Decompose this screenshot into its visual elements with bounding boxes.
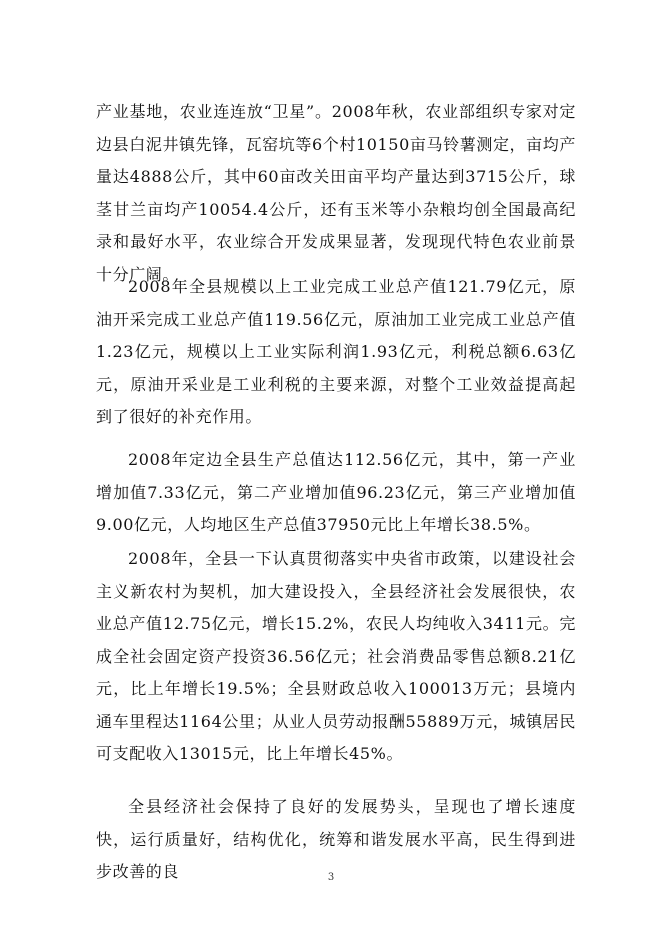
paragraph-agriculture-continued <box>96 96 576 291</box>
paragraph-text: 2008年，全县一下认真贯彻落实中央省市政策，以建设社会主义新农村为契机，加大建设投入，全县经济社会发展很快，农业总产值12.75亿元，增长15.2%，农民人均纯收入3411元。完成全社会固定资产投资36.56亿元；社会消费品零售总额8.21亿元，比上年增长19.5%；全县财政总收入100013万元；县境内通车里程达1164公里；从业人员劳动报酬55889万元，城镇居民可支配收入13015元，比上年增长45%。 <box>96 549 576 763</box>
paragraph-text: 全县经济社会保持了良好的发展势头，呈现也了增长速度快，运行质量好，结构优化，统筹和谐发展水平高，民生得到进步改善的良 <box>96 797 576 881</box>
paragraph-text: 产业基地，农业连连放“卫星”。2008年秋，农业部组织专家对定边县白泥井镇先锋，瓦窑坑等6个村10150亩马铃薯测定，亩均产量达4888公斤，其中60亩改关田亩平均产量达到3715公斤，球茎甘兰亩均产10054.4公斤，还有玉米等小杂粮均创全国最高纪录和最好水平，农业综合开发成果显著，发现现代特色农业前景十分广阔。 <box>96 102 576 284</box>
paragraph-industry <box>96 271 576 434</box>
paragraph-text: 2008年全县规模以上工业完成工业总产值121.79亿元，原油开采完成工业总产值119.56亿元，原油加工业完成工业总产值1.23亿元，规模以上工业实际利润1.93亿元，利税总额6.63亿元，原油开采业是工业利税的主要来源，对整个工业效益提高起到了很好的补充作用。 <box>96 277 576 426</box>
paragraph-economy-2008 <box>96 543 576 771</box>
page-number: 3 <box>327 872 335 883</box>
paragraph-gdp <box>96 444 576 542</box>
paragraph-text: 2008年定边全县生产总值达112.56亿元，其中，第一产业增加值7.33亿元，第二产业增加值96.23亿元，第三产业增加值9.00亿元，人均地区生产总值37950元比上年增长38.5%。 <box>96 450 576 534</box>
